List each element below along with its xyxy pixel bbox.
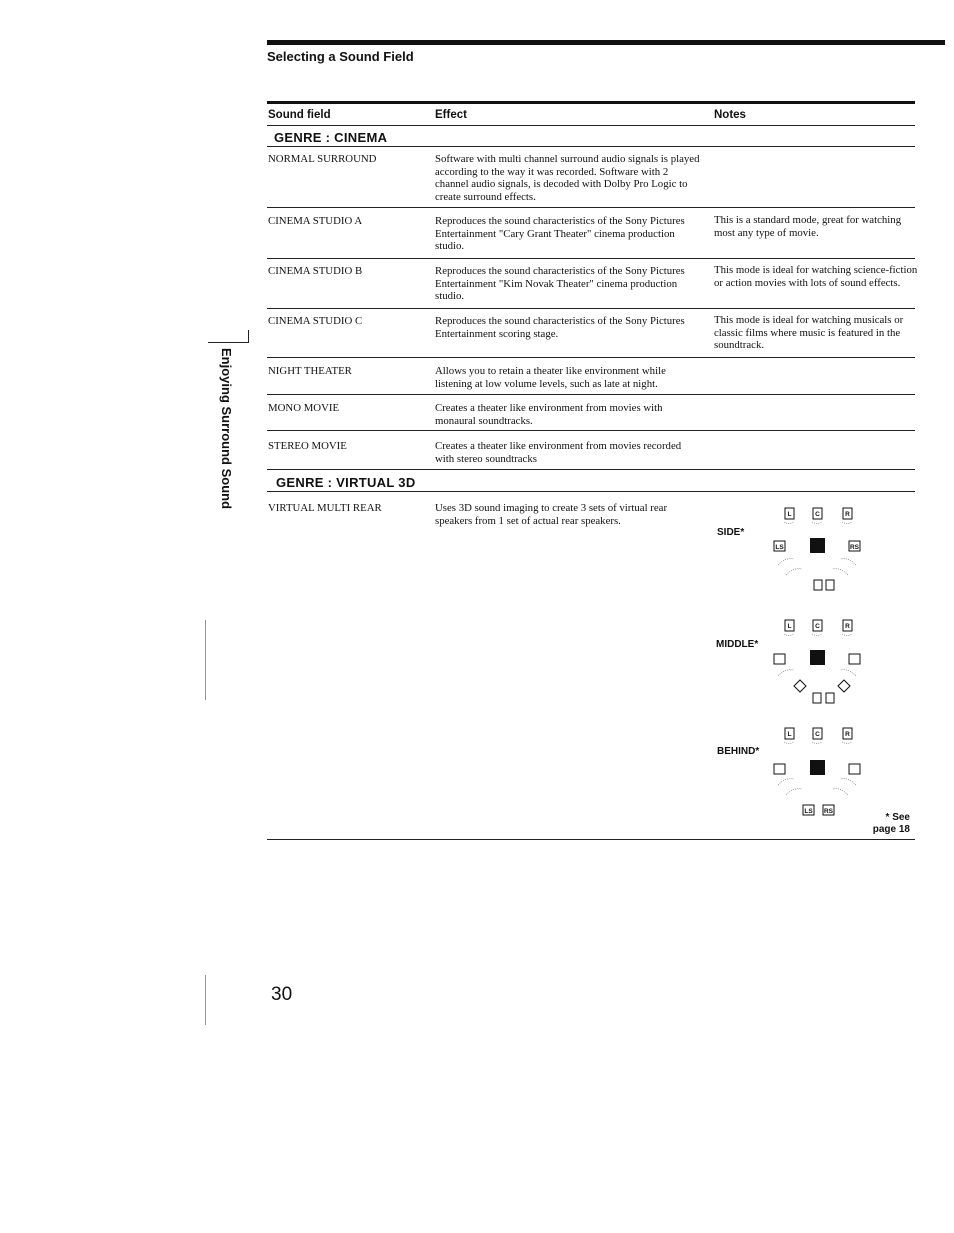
virtual-speaker-icon (838, 680, 850, 692)
row-effect: Reproduces the sound characteristics of the Sony Pictures Entertainment scoring stage. (435, 315, 685, 340)
row-rule (267, 207, 915, 208)
listener-icon (810, 650, 825, 665)
margin-line (205, 620, 206, 700)
listener-icon (810, 760, 825, 775)
row-rule (267, 430, 915, 431)
diagram-label-middle: MIDDLE* (716, 639, 759, 650)
speaker-label: RS (849, 544, 860, 551)
speaker-label: R (845, 511, 850, 518)
row-rule (267, 308, 915, 309)
virtual-speaker-icon (774, 654, 785, 664)
row-effect: Reproduces the sound characteristics of the Sony Pictures Entertainment "Cary Grant Theater" cinema production studio. (435, 215, 685, 253)
row-rule (267, 491, 915, 492)
diagram-label-side: SIDE* (717, 527, 745, 538)
row-effect: Creates a theater like environment from movies with monaural soundtracks. (435, 402, 663, 427)
see-note-line: * See (885, 812, 910, 823)
row-field: NIGHT THEATER (268, 365, 352, 377)
speaker-diagrams (760, 500, 880, 835)
speaker-label: C (815, 731, 820, 738)
behind-diagram (774, 728, 860, 815)
virtual-speaker-icon (794, 680, 806, 692)
column-header-effect: Effect (435, 109, 467, 121)
row-rule (267, 469, 915, 470)
virtual-speaker-icon (813, 693, 821, 703)
row-notes: This mode is ideal for watching science-fiction or action movies with lots of sound effects. (714, 264, 918, 289)
speaker-label: RS (823, 808, 834, 815)
diagram-label-behind: BEHIND* (717, 746, 760, 757)
row-field: NORMAL SURROUND (268, 153, 377, 165)
side-tab-label (219, 348, 234, 510)
table-top-rule (267, 101, 915, 104)
row-rule (267, 357, 915, 358)
speaker-label: L (787, 623, 792, 630)
speaker-label: C (815, 623, 820, 630)
genre-virtual-heading: GENRE : VIRTUAL 3D (276, 475, 416, 490)
row-field: CINEMA STUDIO A (268, 215, 363, 227)
speaker-label: C (815, 511, 820, 518)
listener-icon (810, 538, 825, 553)
margin-line (205, 975, 206, 1025)
row-effect: Reproduces the sound characteristics of the Sony Pictures Entertainment "Kim Novak Theater" cinema production studio. (435, 265, 685, 303)
header-rule (267, 125, 915, 126)
row-notes: This is a standard mode, great for watching most any type of movie. (714, 214, 902, 239)
see-page-note (856, 812, 910, 836)
column-header-notes: Notes (714, 109, 746, 121)
row-field: STEREO MOVIE (268, 440, 347, 452)
row-effect: Creates a theater like environment from movies recorded with stereo soundtracks (435, 440, 682, 465)
speaker-label: R (845, 731, 850, 738)
page-number: 30 (271, 984, 293, 1005)
row-field: CINEMA STUDIO B (268, 265, 363, 277)
genre-cinema-heading: GENRE : CINEMA (274, 130, 388, 145)
virtual-speaker-icon (814, 580, 822, 590)
row-rule (267, 258, 915, 259)
row-effect: Software with multi channel surround audio signals is played according to the way it was recorded. Software with 2 channel audio signals, is decoded with Dolby Pro Logic to create surround effects. (435, 153, 700, 203)
row-field: CINEMA STUDIO C (268, 315, 363, 327)
table-bottom-rule (267, 839, 915, 840)
row-effect: Allows you to retain a theater like environment while listening at low volume levels, such as late at night. (435, 365, 666, 390)
speaker-label: LS (775, 544, 784, 551)
row-rule (267, 394, 915, 395)
side-tab-text: Enjoying Surround Sound (219, 348, 234, 510)
speaker-label: L (787, 731, 792, 738)
virtual-speaker-icon (849, 654, 860, 664)
top-rule (267, 40, 945, 45)
row-notes: This mode is ideal for watching musicals or classic films where music is featured in the soundtrack. (714, 314, 904, 352)
virtual-speaker-icon (849, 764, 860, 774)
speaker-label: L (787, 511, 792, 518)
speaker-label: R (845, 623, 850, 630)
row-field: MONO MOVIE (268, 402, 340, 414)
middle-diagram (774, 620, 860, 703)
side-diagram (774, 508, 860, 590)
speaker-label: LS (804, 808, 813, 815)
virtual-speaker-icon (774, 764, 785, 774)
section-title: Selecting a Sound Field (267, 49, 414, 64)
row-field: VIRTUAL MULTI REAR (268, 502, 382, 514)
virtual-speaker-icon (826, 580, 834, 590)
row-rule (267, 146, 915, 147)
virtual-speaker-icon (826, 693, 834, 703)
see-note-page: page 18 (872, 824, 910, 835)
row-effect: Uses 3D sound imaging to create 3 sets of virtual rear speakers from 1 set of actual rear speakers. (435, 502, 668, 527)
side-tab-bracket (208, 330, 249, 343)
column-header-sound-field: Sound field (268, 109, 331, 121)
